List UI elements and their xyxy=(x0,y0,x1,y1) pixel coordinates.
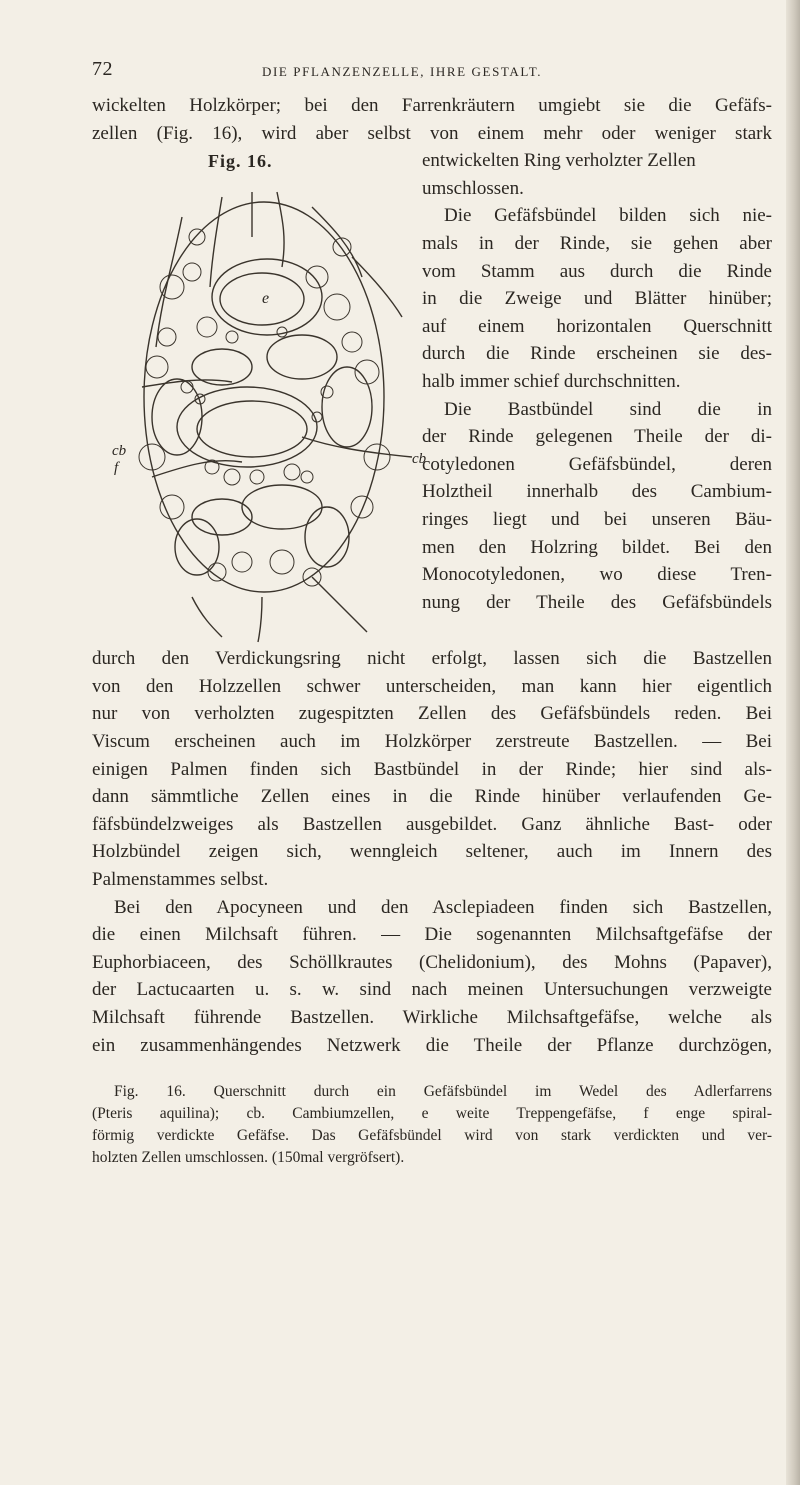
figure-label: Fig. 16. xyxy=(208,151,273,172)
text-line: mals in der Rinde, sie gehen aber xyxy=(422,232,772,254)
text-line: Bei den Apocyneen und den Asclepiadeen finden sich Bastzellen, xyxy=(114,896,772,918)
text-line: Viscum erscheinen auch im Holzkörper zerstreute Bastzellen. — Bei xyxy=(92,730,772,752)
text-line: Holztheil innerhalb des Cambium- xyxy=(422,481,772,503)
label-e: e xyxy=(262,290,270,308)
text-line: umschlossen. xyxy=(422,177,524,199)
text-line: in die Zweige und Blätter hinüber; xyxy=(422,288,772,310)
text-line: die einen Milchsaft führen. — Die sogenannten Milchsaftgefäfse der xyxy=(92,924,772,946)
side-column-text xyxy=(422,147,772,616)
text-line: fäfsbündelzweiges als Bastzellen ausgebildet. Ganz ähnliche Bast- oder xyxy=(92,813,772,835)
text-line: auf einem horizontalen Querschnitt xyxy=(422,315,772,337)
text-line: einigen Palmen finden sich Bastbündel in der Rinde; hier sind als- xyxy=(92,758,772,780)
text-line: zellen (Fig. 16), wird aber selbst von einem mehr oder weniger stark xyxy=(92,122,772,144)
text-line: dann sämmtliche Zellen eines in die Rinde hinüber verlaufenden Ge- xyxy=(92,786,772,808)
label-cb-right: cb xyxy=(412,451,427,468)
intro-lines xyxy=(92,92,772,147)
text-line: der Rinde gelegenen Theile der di- xyxy=(422,426,772,448)
text-line: nur von verholzten zugespitzten Zellen des Gefäfsbündels reden. Bei xyxy=(92,703,772,725)
page-number: 72 xyxy=(92,58,113,80)
text-line: der Lactucaarten u. s. w. sind nach meinen Untersuchungen verzweigte xyxy=(92,979,772,1001)
body-paragraph-2 xyxy=(92,894,772,1060)
text-line: halb immer schief durchschnitten. xyxy=(422,370,681,392)
caption-line: Fig. 16. Querschnitt durch ein Gefäfsbündel im Wedel des Adlerfarrens xyxy=(114,1083,772,1101)
text-line: Palmenstammes selbst. xyxy=(92,868,269,890)
text-line: Euphorbiaceen, des Schöllkrautes (Chelidonium), des Mohns (Papaver), xyxy=(92,951,772,973)
text-line: Milchsaft führende Bastzellen. Wirkliche Milchsaftgefäfse, welche als xyxy=(92,1006,772,1028)
text-line: ein zusammenhängendes Netzwerk die Theile der Pflanze durchzögen, xyxy=(92,1034,772,1056)
caption-line: (Pteris aquilina); cb. Cambiumzellen, e weite Treppengefäfse, f enge spiral- xyxy=(92,1105,772,1123)
label-f: f xyxy=(114,460,119,477)
outer-ring xyxy=(144,202,384,592)
text-line: vom Stamm aus durch die Rinde xyxy=(422,260,772,282)
running-title: DIE PFLANZENZELLE, IHRE GESTALT. xyxy=(262,64,543,79)
text-line: Monocotyledonen, wo diese Tren- xyxy=(422,564,772,586)
caption-line: förmig verdickte Gefäfse. Das Gefäfsbündel wird von stark verdickten und ver- xyxy=(92,1127,772,1145)
text-line: Die Bastbündel sind die in xyxy=(444,398,772,420)
figure-16 xyxy=(112,147,430,645)
text-line: nung der Theile des Gefäfsbündels xyxy=(422,591,772,613)
text-line: ringes liegt und bei unseren Bäu- xyxy=(422,508,772,530)
body-paragraph-1 xyxy=(92,645,772,893)
figure-caption xyxy=(92,1081,772,1169)
text-line: men den Holzring bildet. Bei den xyxy=(422,536,772,558)
book-page xyxy=(92,58,772,1169)
running-head xyxy=(92,58,772,92)
caption-line: holzten Zellen umschlossen. (150mal vergröfsert). xyxy=(92,1149,405,1167)
text-line: wickelten Holzkörper; bei den Farrenkräutern umgiebt sie die Gefäfs- xyxy=(92,95,772,116)
fern-vascular-bundle-illustration xyxy=(112,177,430,645)
text-line: Holzbündel zeigen sich, wenngleich seltener, auch im Innern des xyxy=(92,841,772,863)
page-edge-shadow xyxy=(786,0,800,1485)
text-line: Die Gefäfsbündel bilden sich nie- xyxy=(444,205,772,227)
text-line: cotyledonen Gefäfsbündel, deren xyxy=(422,453,772,475)
label-cb-left: cb xyxy=(112,443,127,460)
text-line: entwickelten Ring verholzter Zellen xyxy=(422,150,696,172)
text-line: von den Holzzellen schwer unterscheiden, man kann hier eigentlich xyxy=(92,675,772,697)
text-line: durch den Verdickungsring nicht erfolgt, lassen sich die Bastzellen xyxy=(92,648,772,670)
figure-block xyxy=(92,147,772,645)
text-line: durch die Rinde erscheinen sie des- xyxy=(422,343,772,365)
